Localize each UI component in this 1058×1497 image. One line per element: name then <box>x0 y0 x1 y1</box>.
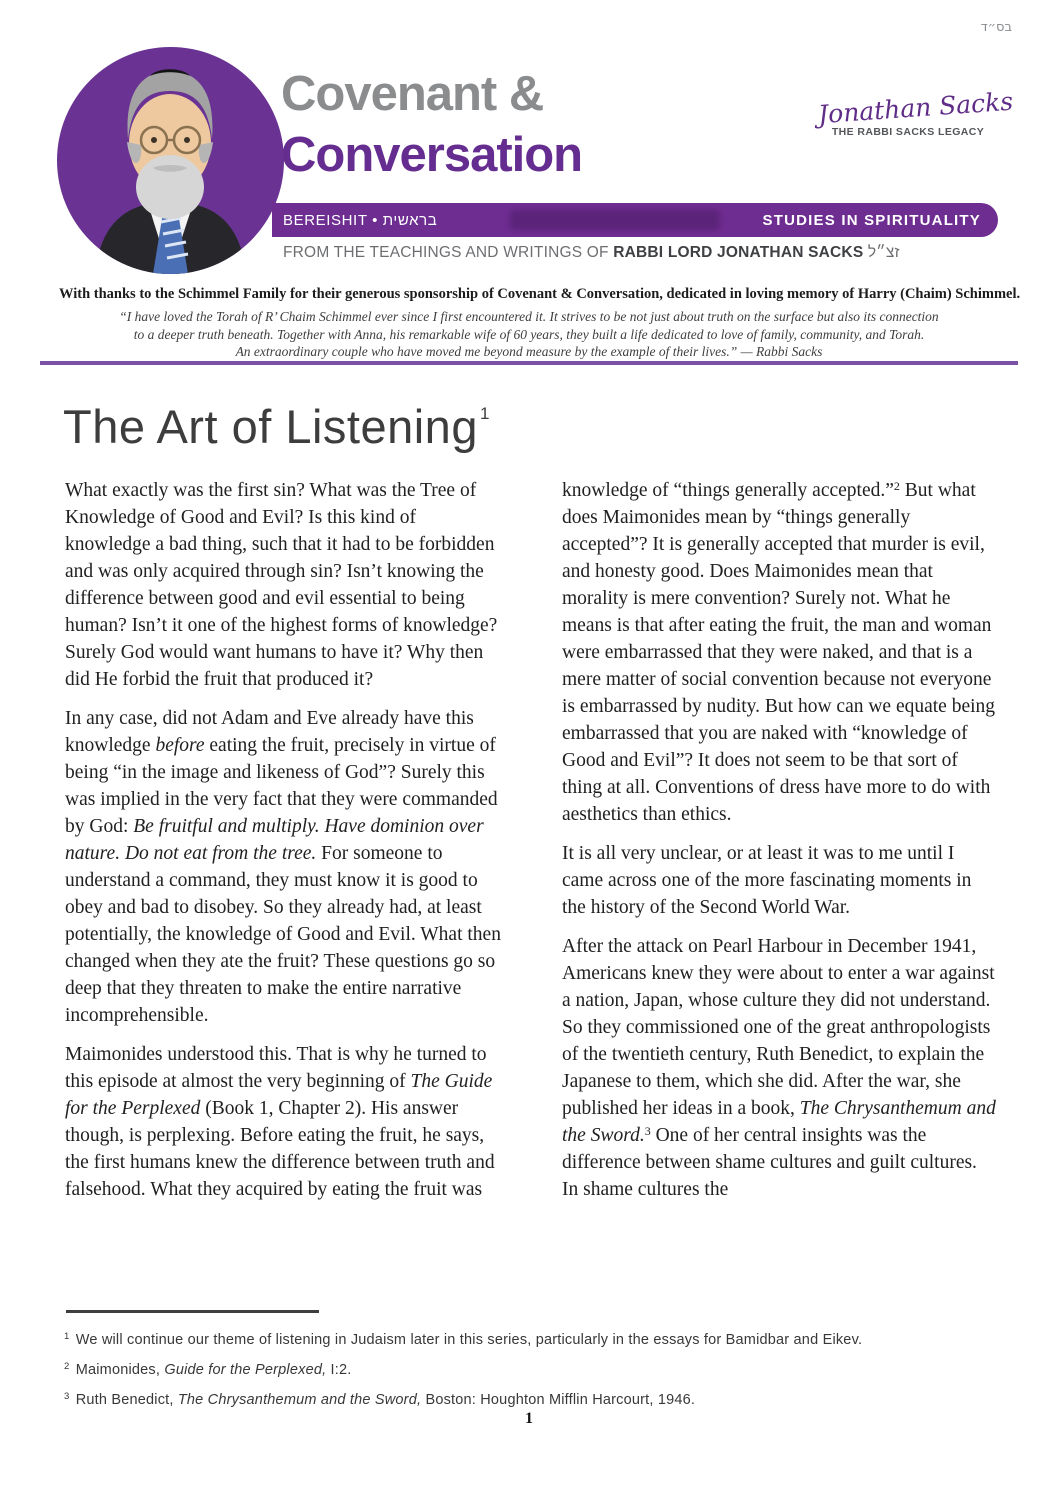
banner-series-label: STUDIES IN SPIRITUALITY <box>762 211 981 229</box>
page-number: 1 <box>525 1410 533 1427</box>
body-column-right <box>562 477 998 1215</box>
article-title-text: The Art of Listening <box>63 400 478 453</box>
footnotes <box>64 1327 1014 1417</box>
footnote: $^1$ We will continue our theme of listening in Judaism later in this series, particularly in the essays for Bamidbar and Eikev. <box>64 1331 863 1348</box>
body-paragraph: It is all very unclear, or at least it was to me until I came across one of the more fascinating moments in the history of the Second World War. <box>562 843 972 918</box>
sponsor-quote-line: to a deeper truth beneath. Together with Anna, his remarkable wife of 60 years, they built a life dedicated to love of family, community, and Torah. <box>133 326 925 342</box>
footnote-divider <box>66 1310 319 1313</box>
wordmark-line1: Covenant & <box>281 67 544 121</box>
banner-parsha-label: BEREISHIT • בראשית <box>283 211 438 229</box>
legacy-logo-caption: THE RABBI SACKS LEGACY <box>831 126 985 138</box>
banner-watermark <box>510 210 720 230</box>
sponsorship-block <box>59 286 1021 361</box>
purple-divider <box>40 361 1018 365</box>
parsha-banner <box>272 203 998 237</box>
footnote: $^2$ Maimonides, Guide for the Perplexed, I:2. <box>64 1361 352 1378</box>
article-title <box>63 399 490 454</box>
title-footnote-ref: 1 <box>479 404 490 423</box>
wordmark-line2: Conversation <box>281 128 583 182</box>
sponsor-quote-line: “I have loved the Torah of R’ Chaim Schimmel ever since I first encountered it. It strives to be not just about truth on the surface but also its connection <box>119 309 939 324</box>
covenant-conversation-wordmark <box>281 64 582 186</box>
rabbi-sacks-legacy-logo <box>817 86 1014 138</box>
body-paragraph: Maimonides understood this. That is why he turned to this episode at almost the very beginning of The Guide for the Perplexed (Book 1, Chapter 2). His answer though, is perplexing. Before eating the fruit, he says, the first humans knew the difference between truth and falsehood. What they acquired by eating the fruit was <box>65 1044 495 1200</box>
header-subtitle: FROM THE TEACHINGS AND WRITINGS OF RABBI LORD JONATHAN SACKS זצ״ל <box>283 244 900 261</box>
sponsor-quote-line: An extraordinary couple who have moved me beyond measure by the example of their lives.” — Rabbi Sacks <box>235 344 823 359</box>
body-paragraph: In any case, did not Adam and Eve already have this knowledge before eating the fruit, precisely in virtue of being “in the image and likeness of God”? Surely this was implied in the very fact that they were commanded by God: Be fruitful and multiply. Have dominion over nature. Do not eat from the tree. For someone to understand a command, they must know it is good to obey and bad to disobey. So they already had, at least potentially, the knowledge of Good and Evil. What then changed when they ate the fruit? These questions go so deep that they threaten to make the entire narrative incomprehensible. <box>65 708 501 1026</box>
footnote: $^3$ Ruth Benedict, The Chrysanthemum and the Sword, Boston: Houghton Mifflin Harcourt, 1946. <box>64 1391 696 1408</box>
portrait-photo <box>57 47 284 274</box>
besd-hebrew-mark: בס״ד <box>980 20 1012 35</box>
sponsor-dedication: With thanks to the Schimmel Family for their generous sponsorship of Covenant & Conversation, dedicated in loving memory of Harry (Chaim) Schimmel. <box>59 286 1021 302</box>
body-paragraph: What exactly was the first sin? What was the Tree of Knowledge of Good and Evil? Is this kind of knowledge a bad thing, such that it had to be forbidden and was only acquired through sin? Isn’t knowing the difference between good and evil essential to being human? Isn’t it one of the highest forms of knowledge? Surely God would want humans to have it? Why then did He forbid the fruit that produced it? <box>65 480 498 690</box>
body-paragraph: After the attack on Pearl Harbour in December 1941, Americans knew they were about to enter a war against a nation, Japan, whose culture they did not understand. So they commissioned one of the great anthropologists of the twentieth century, Ruth Benedict, to explain the Japanese to them, which she did. After the war, she published her ideas in a book, The Chrysanthemum and the Sword.$^3$ One of her central insights was the difference between shame cultures and guilt cultures. In shame cultures the <box>562 936 996 1200</box>
body-paragraph: knowledge of “things generally accepted.”$^2$ But what does Maimonides mean by “things generally accepted”? It is generally accepted that murder is evil, and honesty good. Does Maimonides mean that morality is mere convention? Surely not. What he means is that after eating the fruit, the man and woman were embarrassed that they were naked, and that is a mere matter of social convention because not everyone is embarrassed by nudity. But how can we equate being embarrassed that you are naked with “knowledge of Good and Evil”? It does not seem to be that sort of thing at all. Conventions of dress have more to do with aesthetics than ethics. <box>562 479 996 825</box>
body-column-left <box>65 477 501 1215</box>
jonathan-sacks-signature: Jonathan Sacks <box>817 86 1014 130</box>
